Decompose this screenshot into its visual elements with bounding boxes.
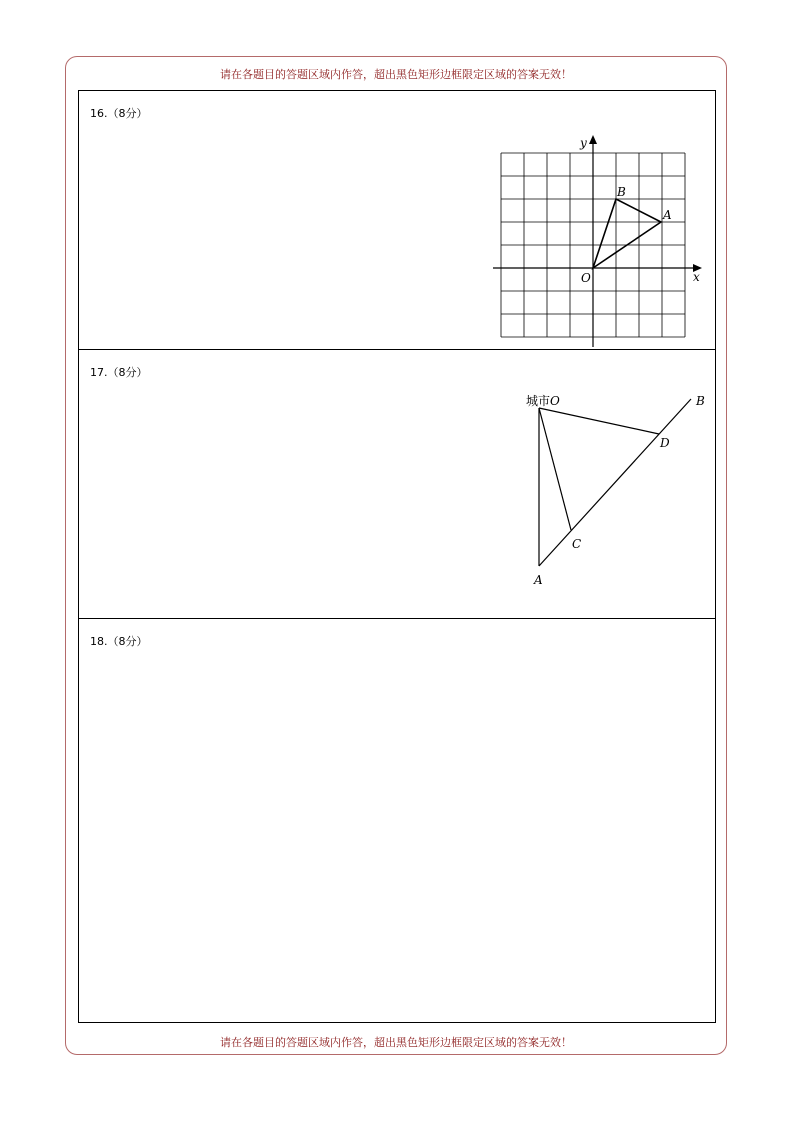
point-A-label: A: [663, 208, 672, 222]
axis-y-label: y: [580, 136, 587, 150]
y-axis-arrow: [589, 135, 597, 144]
figure-16-coordinate-grid: [493, 135, 703, 347]
line-OD: [539, 408, 659, 434]
point-O-label: O: [581, 271, 591, 285]
city-label: 城市O: [526, 394, 560, 408]
notice-top: 请在各题目的答题区域内作答，超出黑色矩形边框限定区域的答案无效！: [220, 68, 572, 81]
question-18-label: 18.（8分）: [90, 635, 148, 648]
question-17-area[interactable]: [79, 350, 715, 619]
answer-frame: [78, 90, 716, 1023]
triangle-OAB: [593, 199, 661, 268]
question-16-label: 16.（8分）: [90, 107, 148, 120]
line-OC: [539, 408, 571, 530]
question-16-area[interactable]: [79, 91, 715, 350]
question-18-area[interactable]: [79, 619, 715, 1022]
axis-x-label: x: [693, 270, 700, 284]
figure-17-triangle: [519, 375, 709, 590]
point-D-label: D: [660, 436, 670, 450]
point-C-label: C: [572, 537, 582, 551]
point-B-label: B: [696, 394, 705, 408]
point-B-label: B: [617, 185, 626, 199]
notice-bottom: 请在各题目的答题区域内作答，超出黑色矩形边框限定区域的答案无效！: [220, 1036, 572, 1049]
point-A-label: A: [534, 573, 543, 587]
question-17-label: 17.（8分）: [90, 366, 148, 379]
